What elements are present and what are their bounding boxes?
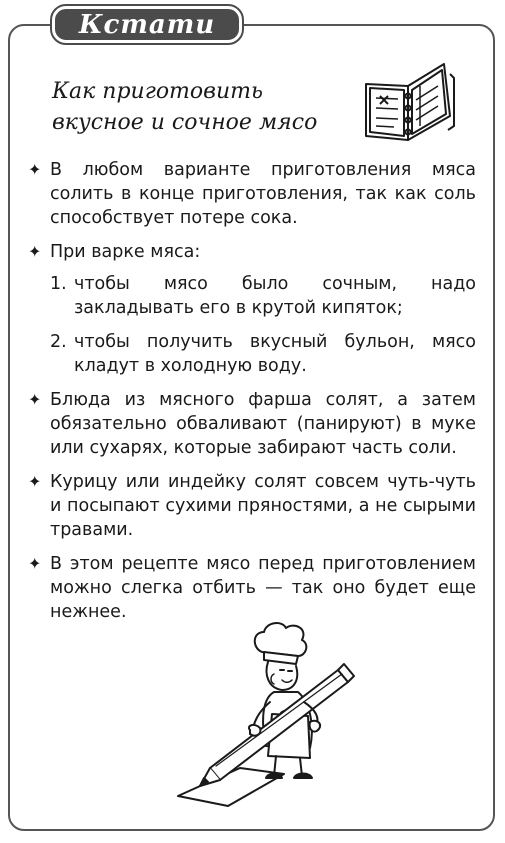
list-item xyxy=(28,470,476,542)
list-item-text: В любом варианте приготовления мяса солить в конце приготовления, так как соль способствует потере сока. xyxy=(50,160,476,228)
list-item xyxy=(28,240,476,264)
bullet-star-icon: ✦ xyxy=(28,390,42,409)
section-title xyxy=(52,76,352,138)
bullet-star-icon: ✦ xyxy=(28,160,42,179)
numbered-item-text: чтобы получить вкусный бульон, мясо кладут в холодную воду. xyxy=(74,332,476,376)
list-item xyxy=(28,158,476,230)
list-item-text: Курицу или индейку солят совсем чуть-чуть и посыпают сухими пряностями, а не сырыми травами. xyxy=(50,472,476,540)
list-item xyxy=(28,552,476,624)
numbered-item-text: чтобы мясо было сочным, надо закладывать его в крутой кипяток; xyxy=(74,274,476,318)
notebook-icon xyxy=(358,56,458,146)
bullet-star-icon: ✦ xyxy=(28,472,42,491)
tips-list xyxy=(28,158,476,634)
bullet-star-icon: ✦ xyxy=(28,554,42,573)
bullet-star-icon: ✦ xyxy=(28,242,42,261)
item-number: 1. xyxy=(50,274,67,294)
chef-illustration xyxy=(170,618,370,808)
list-item-text: При варке мяса: xyxy=(50,242,201,262)
title-line-2: вкусное и сочное мясо xyxy=(52,110,318,135)
numbered-item xyxy=(28,272,476,320)
list-item-text: Блюда из мясного фарша солят, а затем обязательно обваливают (панируют) в муке или сухарях, которые забирают часть соли. xyxy=(50,390,476,458)
numbered-item xyxy=(28,330,476,378)
item-number: 2. xyxy=(50,332,67,352)
header-tab xyxy=(52,6,242,43)
list-item xyxy=(28,388,476,460)
list-item-text: В этом рецепте мясо перед приготовлением можно слегка отбить — так оно будет еще нежнее. xyxy=(50,554,476,622)
title-line-1: Как приготовить xyxy=(52,79,263,104)
header-tab-label: Кстати xyxy=(78,9,216,40)
